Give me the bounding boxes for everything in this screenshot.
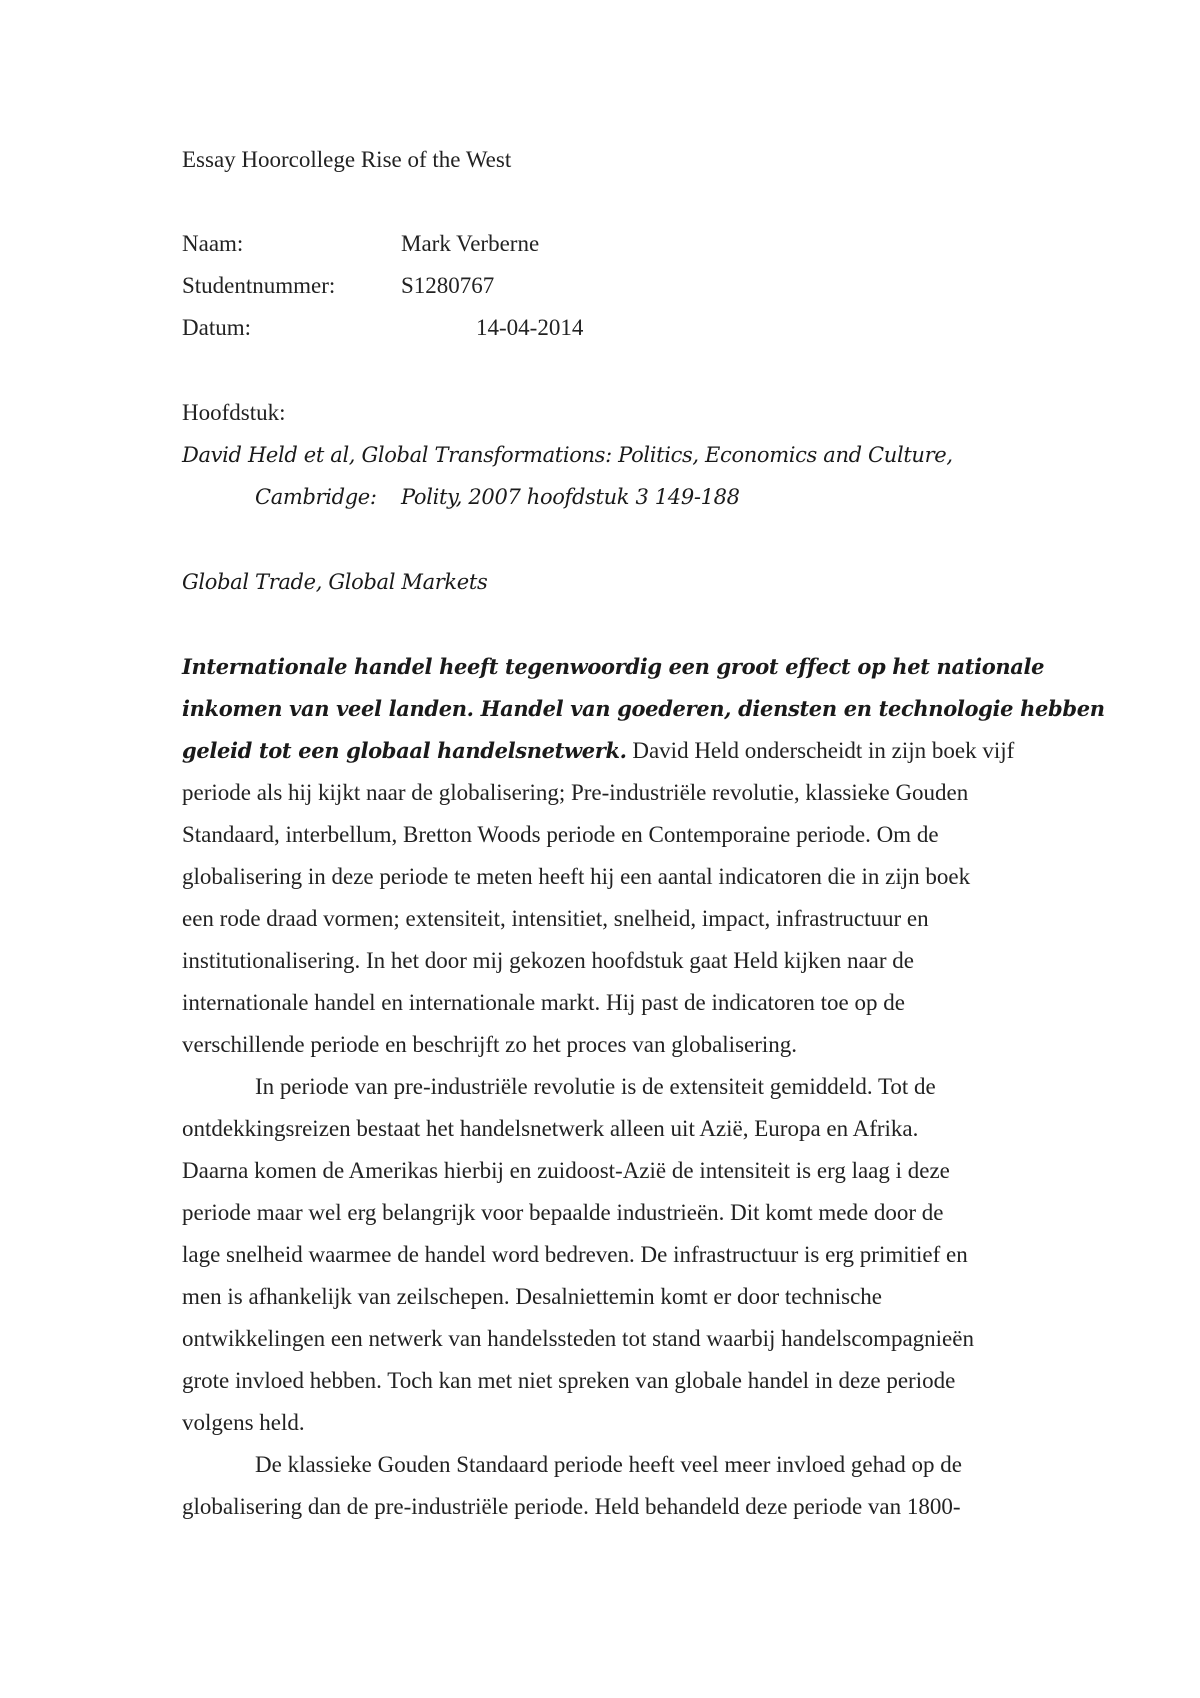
paragraph-1-line-5: Standaard, interbellum, Bretton Woods periode en Contemporaine periode. Om de (182, 822, 939, 847)
paragraph-1-line-7: een rode draad vormen; extensiteit, intensitiet, snelheid, impact, infrastructuur en (182, 906, 929, 931)
paragraph-2-line-6: men is afhankelijk van zeilschepen. Desalniettemin komt er door technische (182, 1284, 882, 1309)
paragraph-1-line-8: institutionalisering. In het door mij gekozen hoofdstuk gaat Held kijken naar de (182, 948, 914, 973)
reference-line-2-publisher: Polity, 2007 hoofdstuk 3 149-188 (401, 485, 740, 509)
field-value-datum: 14-04-2014 (476, 315, 584, 340)
field-label-studentnummer: Studentnummer: (182, 273, 336, 298)
paragraph-2-line-5: lage snelheid waarmee de handel word bedreven. De infrastructuur is erg primitief en (182, 1242, 968, 1267)
paragraph-2-line-3: Daarna komen de Amerikas hierbij en zuidoost-Azië de intensiteit is erg laag i deze (182, 1158, 950, 1183)
paragraph-1-line-3 (182, 739, 1014, 763)
paragraph-1-line-4: periode als hij kijkt naar de globalisering; Pre-industriële revolutie, klassieke Gouden (182, 780, 969, 805)
chapter-label: Hoofdstuk: (182, 400, 286, 425)
paragraph-2-line-4: periode maar wel erg belangrijk voor bepaalde industrieën. Dit komt mede door de (182, 1200, 944, 1225)
paragraph-1-line-9: internationale handel en internationale markt. Hij past de indicatoren toe op de (182, 990, 905, 1015)
paragraph-1-line-2: inkomen van veel landen. Handel van goederen, diensten en technologie hebben (182, 696, 1105, 721)
field-label-naam: Naam: (182, 231, 244, 256)
paragraph-3-line-2: globalisering dan de pre-industriële periode. Held behandeld deze periode van 1800- (182, 1494, 961, 1519)
paragraph-2-line-8: grote invloed hebben. Toch kan met niet spreken van globale handel in deze periode (182, 1368, 956, 1393)
reference-line-1: David Held et al, Global Transformations: Politics, Economics and Culture, (182, 443, 953, 467)
paragraph-1-line-1: Internationale handel heeft tegenwoordig een groot effect op het nationale (182, 654, 1045, 679)
paragraph-2-line-7: ontwikkelingen een netwerk van handelssteden tot stand waarbij handelscompagnieën (182, 1326, 974, 1351)
paragraph-3-line-1: De klassieke Gouden Standaard periode heeft veel meer invloed gehad op de (255, 1452, 962, 1477)
paragraph-1-line-6: globalisering in deze periode te meten heeft hij een aantal indicatoren die in zijn boek (182, 864, 971, 889)
paragraph-2-line-1: In periode van pre-industriële revolutie is de extensiteit gemiddeld. Tot de (255, 1074, 936, 1099)
field-value-studentnummer: S1280767 (401, 273, 495, 298)
paragraph-1-line-10: verschillende periode en beschrijft zo het proces van globalisering. (182, 1032, 798, 1057)
paragraph-2-line-9: volgens held. (182, 1410, 305, 1435)
field-value-naam: Mark Verberne (401, 231, 540, 256)
section-subtitle: Global Trade, Global Markets (182, 570, 488, 594)
document-title: Essay Hoorcollege Rise of the West (182, 147, 512, 172)
field-label-datum: Datum: (182, 315, 251, 340)
paragraph-2-line-2: ontdekkingsreizen bestaat het handelsnetwerk alleen uit Azië, Europa en Afrika. (182, 1116, 919, 1141)
paragraph-1-line-3-rest: David Held onderscheidt in zijn boek vijf (626, 738, 1015, 763)
paragraph-1-line-3-bold: geleid tot een globaal handelsnetwerk. (182, 738, 627, 763)
reference-line-2-place: Cambridge: (255, 485, 377, 509)
